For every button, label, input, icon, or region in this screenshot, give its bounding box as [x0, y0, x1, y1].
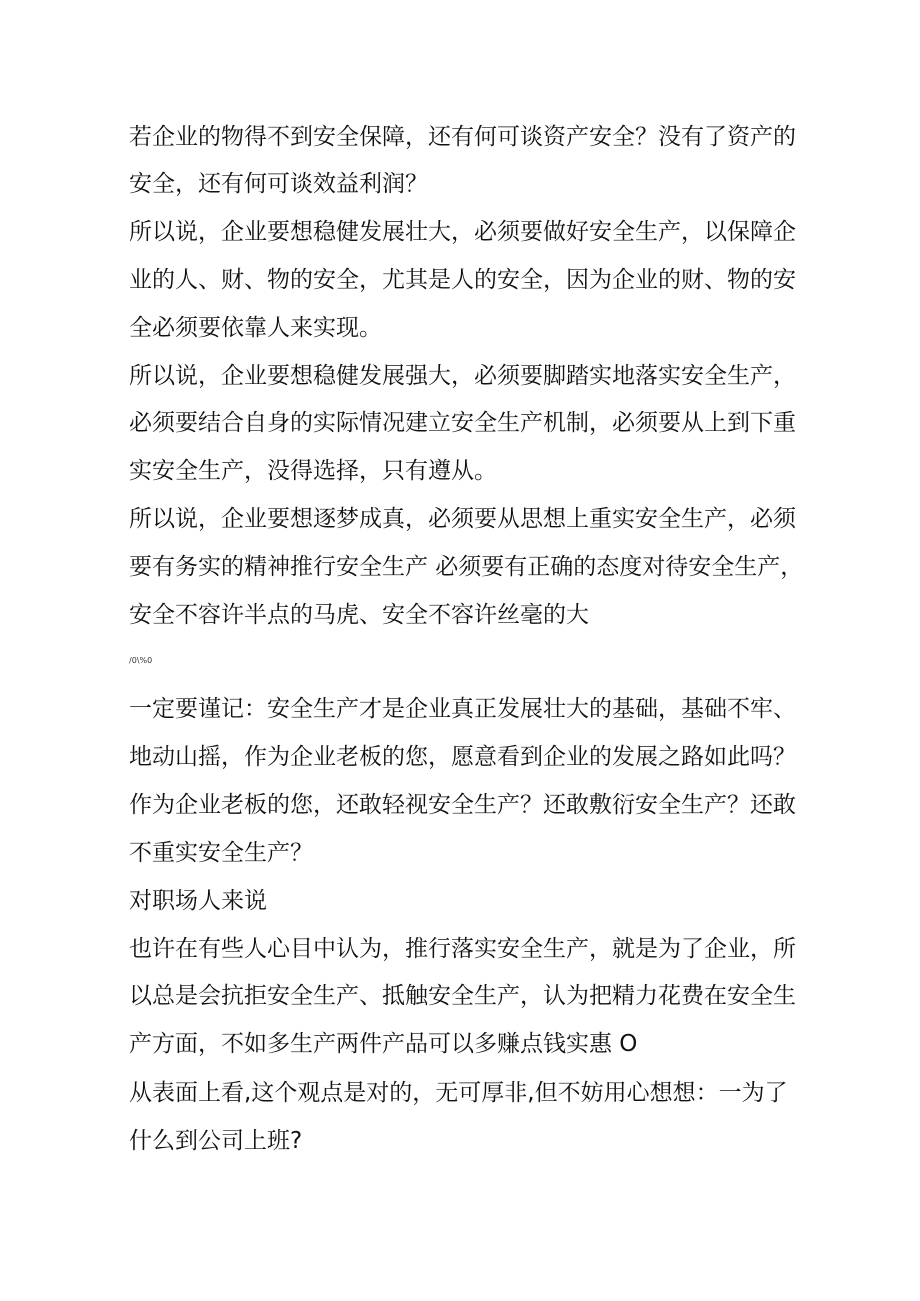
text-line: 必须要结合自身的实际情况建立安全生产机制，必须要从上到下重 [129, 410, 796, 436]
text-line: 作为企业老板的您，还敢轻视安全生产？还敢敷衍安全生产？还敢 [129, 792, 796, 818]
text-line: 以总是会抗拒安全生产、抵触安全生产，认为把精力花费在安全生 [129, 983, 796, 1009]
text-line: 产方面，不如多生产两件产品可以多赚点钱实惠 O [129, 1031, 638, 1057]
small-text-fragment: /0\%0 [129, 656, 153, 665]
text-line: 也许在有些人心目中认为，推行落实安全生产，就是为了企业，所 [129, 936, 796, 962]
text-line: 什么到公司上班? [129, 1128, 303, 1154]
text-line: 实安全生产，没得选择，只有遵从。 [129, 458, 497, 484]
text-line: 从表面上看,这个观点是对的，无可厚非,但不妨用心想想：一为了 [129, 1080, 788, 1106]
text-line: 若企业的物得不到安全保障，还有何可谈资产安全？没有了资产的 [129, 124, 796, 150]
text-line: 对职场人来说 [129, 888, 267, 914]
text-line: 所以说，企业要想逐梦成真，必须要从思想上重实安全生产，必须 [129, 506, 796, 532]
text-line: 不重实安全生产？ [129, 840, 313, 866]
text-line: 所以说，企业要想稳健发展强大，必须要脚踏实地落实安全生产， [129, 363, 796, 389]
text-line: 要有务实的精神推行安全生产 必须要有正确的态度对待安全生产， [129, 554, 804, 580]
text-line: 一定要谨记：安全生产才是企业真正发展壮大的基础，基础不牢、 [129, 696, 796, 722]
text-line: 地动山摇，作为企业老板的您，愿意看到企业的发展之路如此吗？ [129, 744, 796, 770]
text-line: 所以说，企业要想稳健发展壮大，必须要做好安全生产，以保障企 [129, 219, 796, 245]
text-line: 全必须要依靠人来实现。 [129, 315, 382, 341]
text-line: 安全不容许半点的马虎、安全不容许丝毫的大 [129, 602, 589, 628]
text-line: 安全，还有何可谈效益利润？ [129, 171, 428, 197]
text-line: 业的人、财、物的安全，尤其是人的安全，因为企业的财、物的安 [129, 267, 796, 293]
